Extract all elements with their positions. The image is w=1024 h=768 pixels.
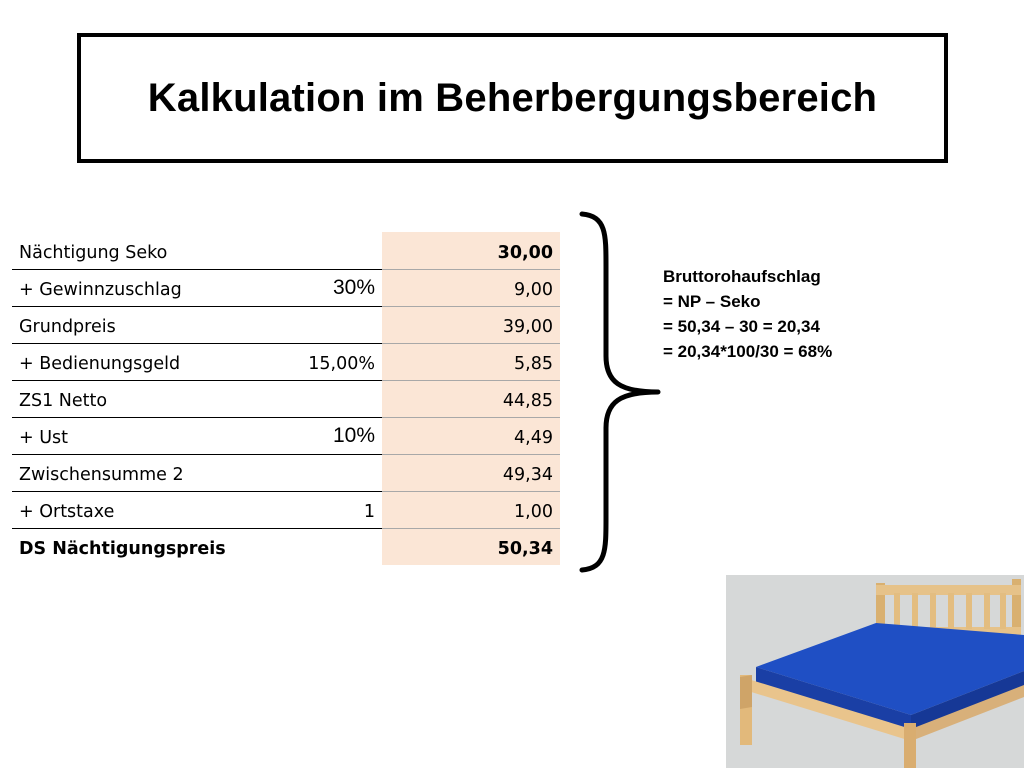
slide-title: Kalkulation im Beherbergungsbereich [147, 75, 878, 120]
row-rate: 1 [274, 491, 382, 528]
row-value: 44,85 [382, 380, 560, 417]
row-label: DS Nächtigungspreis [19, 539, 226, 559]
row-value: 50,34 [382, 528, 560, 565]
row-value: 30,00 [382, 232, 560, 269]
table-row [12, 232, 560, 269]
row-label: Zwischensumme 2 [12, 454, 274, 491]
row-label: + Ust [12, 417, 274, 454]
table-row [12, 306, 560, 343]
title-box [77, 33, 948, 163]
row-rate [274, 380, 382, 417]
note-line: = 20,34*100/30 = 68% [663, 342, 833, 361]
table-row [12, 343, 560, 380]
note-line: = 50,34 – 30 = 20,34 [663, 317, 820, 336]
row-rate: 10% [274, 417, 382, 454]
row-label: ZS1 Netto [12, 380, 274, 417]
bed-photo [726, 575, 1024, 768]
row-rate [274, 454, 382, 491]
table-row [12, 454, 560, 491]
curly-brace-icon [570, 206, 662, 578]
row-value: 49,34 [382, 454, 560, 491]
row-label: + Bedienungsgeld [12, 343, 274, 380]
row-rate [274, 232, 382, 269]
row-rate: 15,00% [274, 343, 382, 380]
row-value: 1,00 [382, 491, 560, 528]
row-label: + Gewinnzuschlag [12, 269, 274, 306]
row-label: Nächtigung Seko [12, 232, 274, 269]
table-row [12, 417, 560, 454]
row-rate [274, 306, 382, 343]
table-row [12, 269, 560, 306]
markup-note [663, 264, 832, 364]
row-value: 9,00 [382, 269, 560, 306]
row-rate [274, 528, 382, 565]
table-row [12, 380, 560, 417]
note-line: Bruttorohaufschlag [663, 267, 821, 286]
row-rate: 30% [274, 269, 382, 306]
calculation-table [12, 232, 560, 565]
note-line: = NP – Seko [663, 292, 761, 311]
row-value: 4,49 [382, 417, 560, 454]
row-value: 5,85 [382, 343, 560, 380]
table-row-total [12, 528, 560, 565]
row-label: + Ortstaxe [12, 491, 274, 528]
table-row [12, 491, 560, 528]
row-label: Grundpreis [12, 306, 274, 343]
row-value: 39,00 [382, 306, 560, 343]
